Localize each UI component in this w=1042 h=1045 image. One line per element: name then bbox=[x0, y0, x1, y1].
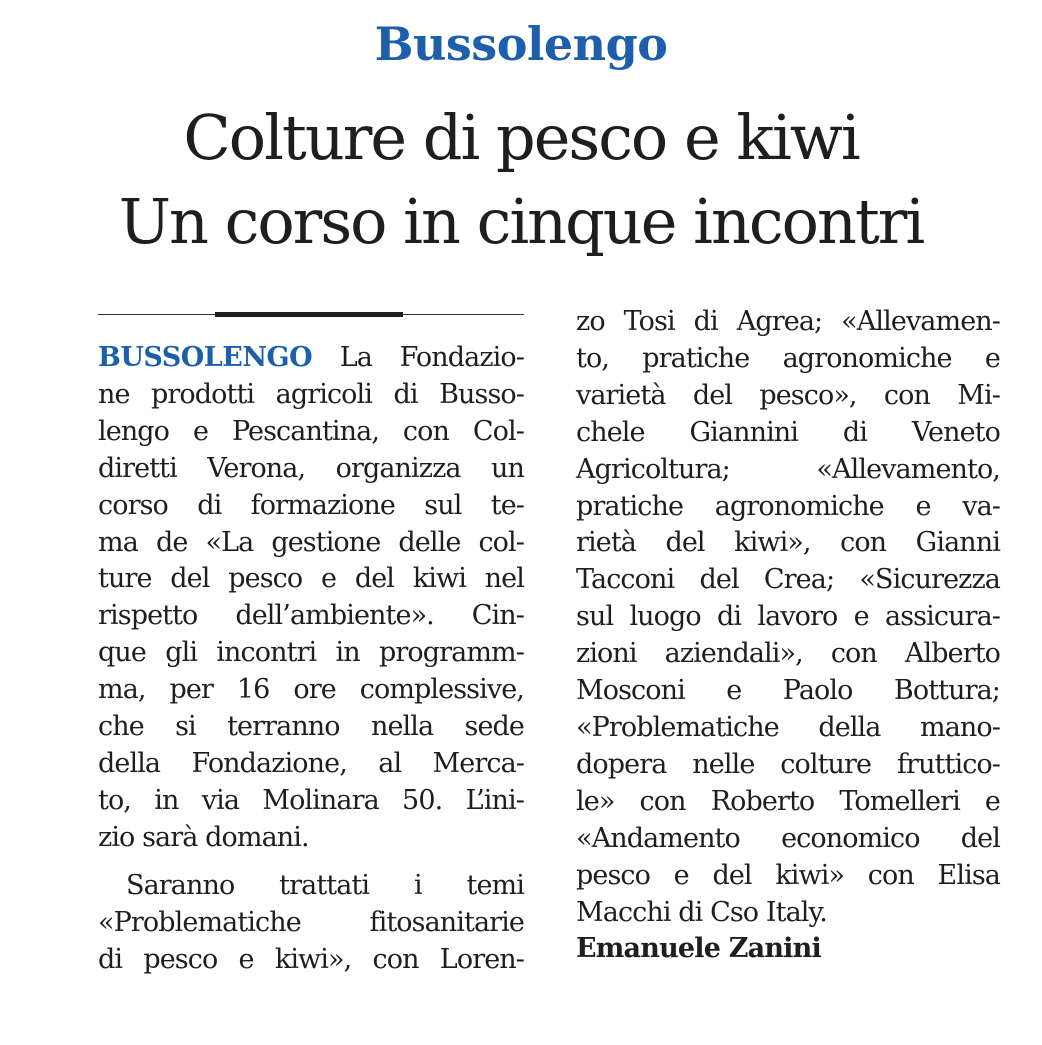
article-line: «Andamento economico del bbox=[576, 822, 1000, 854]
article-line: Mosconi e Paolo Bottura; bbox=[576, 675, 1000, 707]
article-line: Tacconi del Crea; «Sicurezza bbox=[576, 564, 1000, 596]
article-line: Macchi di Cso Italy. bbox=[576, 896, 827, 928]
byline: Emanuele Zanini bbox=[576, 933, 821, 965]
article-line: zioni aziendali», con Alberto bbox=[576, 638, 1000, 670]
article-line: lengo e Pescantina, con Col- bbox=[98, 415, 524, 447]
article-line: «Problematiche fitosanitarie bbox=[98, 906, 524, 938]
article-line: zo Tosi di Agrea; «Allevamen- bbox=[576, 306, 1000, 337]
article-line: corso di formazione sul te- bbox=[98, 489, 524, 521]
article-line: to, pratiche agronomiche e bbox=[576, 342, 1000, 374]
article-line: ne prodotti agricoli di Busso- bbox=[98, 378, 524, 410]
article-line: le» con Roberto Tomelleri e bbox=[576, 785, 1000, 817]
article-line: sul luogo di lavoro e assicura- bbox=[576, 601, 1000, 633]
article-line: chele Giannini di Veneto bbox=[576, 416, 1000, 448]
headline bbox=[0, 96, 1042, 264]
article-line: to, in via Molinara 50. L’ini- bbox=[98, 784, 524, 816]
article-line: ma, per 16 ore complessive, bbox=[98, 674, 524, 706]
article-line: che si terranno nella sede bbox=[98, 711, 524, 743]
article-line: BUSSOLENGO La Fondazio- bbox=[98, 342, 524, 373]
article-column-left bbox=[98, 340, 524, 978]
article-line: zio sarà domani. bbox=[98, 821, 309, 853]
paragraph-gap bbox=[98, 857, 524, 868]
article-line: di pesco e kiwi», con Loren- bbox=[98, 943, 524, 975]
article-line: Saranno trattati i temi bbox=[126, 869, 524, 901]
article-line: «Problematiche della mano- bbox=[576, 711, 1000, 743]
article-line: ma de «La gestione delle col- bbox=[98, 526, 524, 558]
article-line: Agricoltura; «Allevamento, bbox=[576, 453, 1000, 485]
headline-line-2: Un corso in cinque incontri bbox=[118, 185, 924, 258]
article-line: pesco e del kiwi» con Elisa bbox=[576, 859, 1000, 891]
article-column-right bbox=[576, 304, 1000, 968]
article-line: que gli incontri in programm- bbox=[98, 637, 524, 669]
article-line: rietà del kiwi», con Gianni bbox=[576, 527, 1000, 559]
article-line: della Fondazione, al Merca- bbox=[98, 747, 524, 779]
headline-line-1: Colture di pesco e kiwi bbox=[183, 101, 859, 174]
article-line: varietà del pesco», con Mi- bbox=[576, 379, 1000, 411]
article-line: ture del pesco e del kiwi nel bbox=[98, 563, 524, 595]
article-line: dopera nelle colture fruttico- bbox=[576, 748, 1000, 780]
dateline: BUSSOLENGO bbox=[98, 342, 313, 373]
section-label: Bussolengo bbox=[374, 17, 668, 71]
column-divider-accent bbox=[215, 312, 403, 317]
article-line: rispetto dell’ambiente». Cin- bbox=[98, 600, 524, 632]
article-line: diretti Verona, organizza un bbox=[98, 452, 524, 484]
article-line: pratiche agronomiche e va- bbox=[576, 490, 1000, 522]
